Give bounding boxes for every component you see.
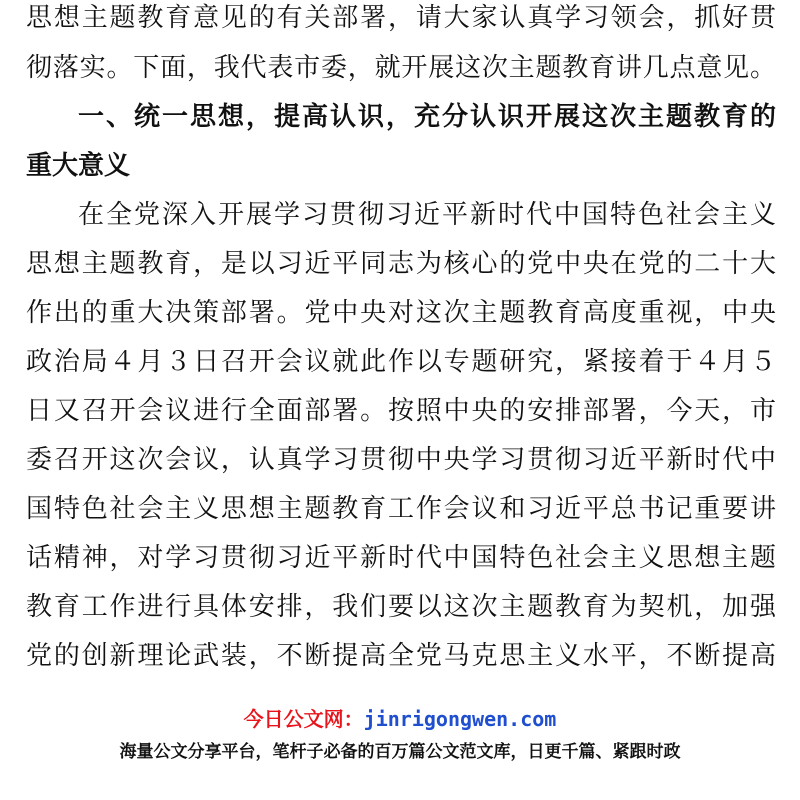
text-line: 日又召开会议进行全面部署。按照中央的安排部署，今天，市 <box>26 396 776 426</box>
paragraph-start: 在全党深入开展学习贯彻习近平新时代中国特色社会主义 <box>78 200 776 230</box>
footer-site-banner <box>0 703 800 732</box>
text-line: 思想主题教育意见的有关部署，请大家认真学习领会，抓好贯 <box>26 3 776 33</box>
text-line: 政治局４月３日召开会议就此作以专题研究，紧接着于４月５ <box>26 347 776 377</box>
text-line: 彻落实。下面，我代表市委，就开展这次主题教育讲几点意见。 <box>26 53 776 83</box>
section-heading-continued: 重大意义 <box>26 151 131 181</box>
text-line: 党的创新理论武装，不断提高全党马克思主义水平，不断提高 <box>26 641 776 671</box>
text-line: 国特色社会主义思想主题教育工作会议和习近平总书记重要讲 <box>26 494 776 524</box>
text-line: 委召开这次会议，认真学习贯彻中央学习贯彻习近平新时代中 <box>26 445 776 475</box>
text-line: 话精神，对学习贯彻习近平新时代中国特色社会主义思想主题 <box>26 543 776 573</box>
section-heading: 一、统一思想，提高认识，充分认识开展这次主题教育的 <box>78 102 776 132</box>
footer-slogan: 海量公文分享平台，笔杆子必备的百万篇公文范文库，日更千篇、紧跟时政 <box>119 742 681 762</box>
text-line: 教育工作进行具体安排，我们要以这次主题教育为契机，加强 <box>26 592 776 622</box>
text-line: 思想主题教育，是以习近平同志为核心的党中央在党的二十大 <box>26 249 776 279</box>
document-body <box>26 0 776 681</box>
site-label: 今日公文网： <box>243 707 364 731</box>
site-url-link[interactable]: jinrigongwen.com <box>363 707 557 731</box>
text-line: 作出的重大决策部署。党中央对这次主题教育高度重视，中央 <box>26 298 776 328</box>
